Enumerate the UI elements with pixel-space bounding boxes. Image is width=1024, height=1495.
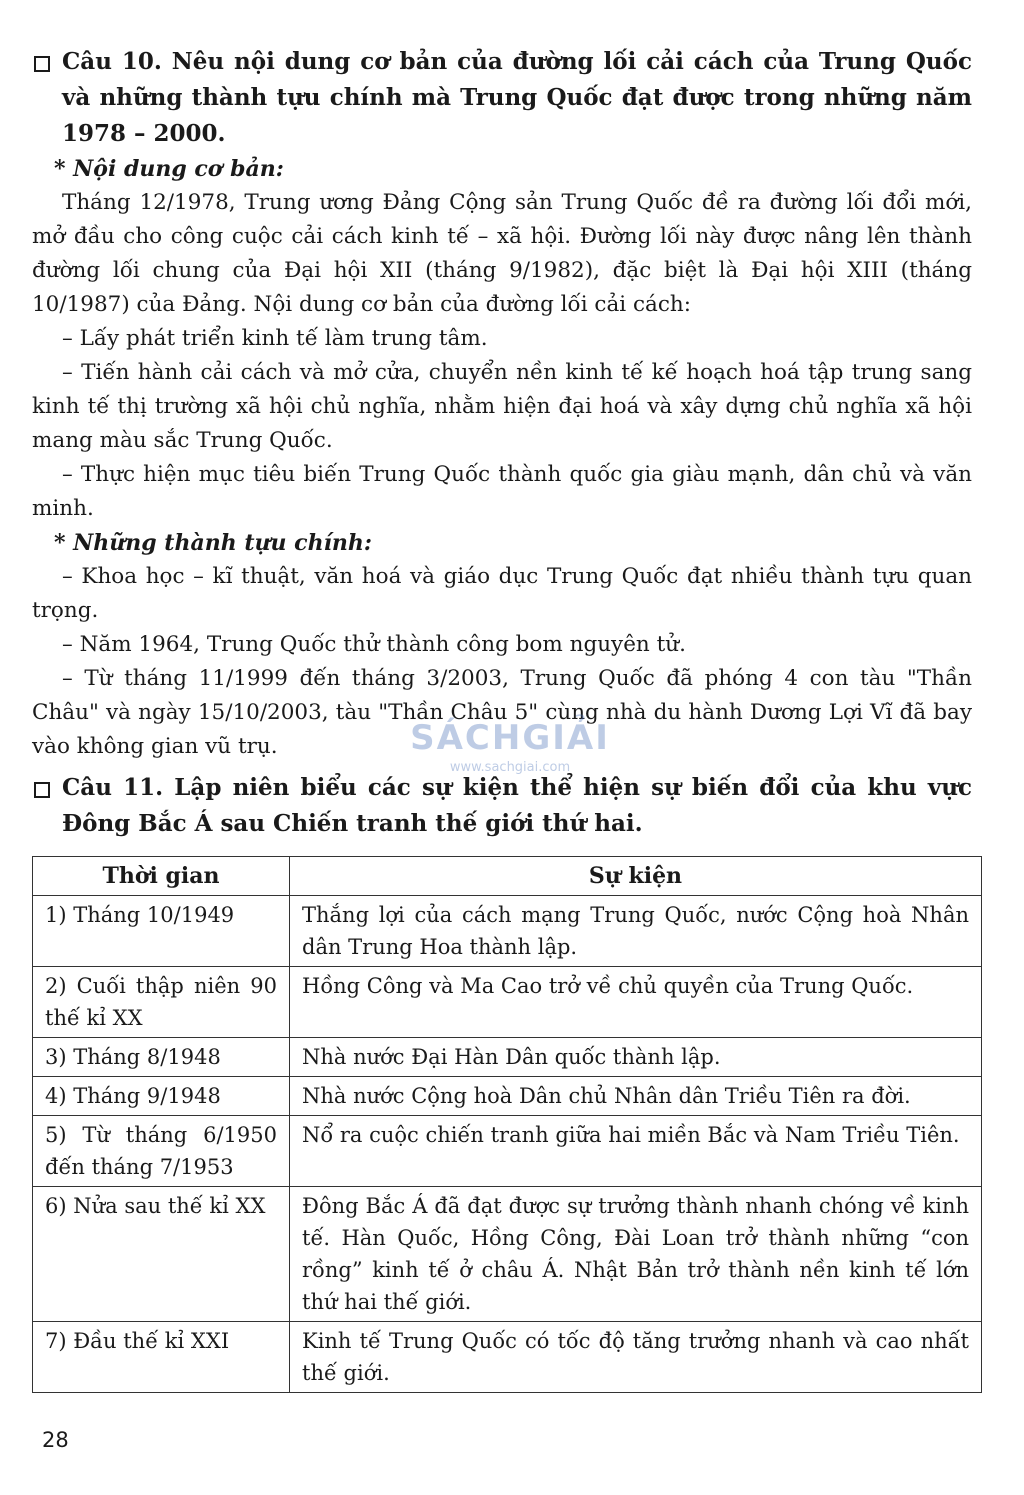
content-heading: * Nội dung cơ bản: — [54, 156, 284, 182]
table-row — [33, 1077, 982, 1116]
row-time: 5) Từ tháng 6/1950 đến tháng 7/1953 — [33, 1116, 290, 1187]
row-time: 1) Tháng 10/1949 — [33, 896, 290, 967]
table-header-row — [33, 857, 982, 896]
watermark-logo-text: SÁCHGIẢI — [410, 718, 610, 758]
achievements-heading: * Những thành tựu chính: — [54, 530, 373, 556]
row-event: Kinh tế Trung Quốc có tốc độ tăng trưởng nhanh và cao nhất thế giới. — [290, 1322, 982, 1393]
events-timeline-table — [32, 856, 982, 1393]
question-11-title: Câu 11. Lập niên biểu các sự kiện thể hiện sự biến đổi của khu vực Đông Bắc Á sau Chiến tranh thế giới thứ hai. — [62, 774, 972, 837]
achievement-point-2: – Năm 1964, Trung Quốc thử thành công bom nguyên tử. — [62, 632, 686, 657]
content-point-2: – Tiến hành cải cách và mở cửa, chuyển nền kinh tế kế hoạch hoá tập trung sang kinh tế thị trường xã hội chủ nghĩa, nhằm hiện đại hoá và xây dựng chủ nghĩa xã hội mang màu sắc Trung Quốc. — [32, 360, 972, 453]
table-row — [33, 896, 982, 967]
achievement-point-3: – Từ tháng 11/1999 đến tháng 3/2003, Trung Quốc đã phóng 4 con tàu "Thần Châu" và ngày 15/10/2003, tàu "Thần Châu 5" cùng nhà du hành Dương Lợi Vĩ đã bay vào không gian vũ trụ. — [32, 666, 972, 759]
row-time: 2) Cuối thập niên 90 thế kỉ XX — [33, 967, 290, 1038]
question-11-heading — [32, 770, 972, 842]
row-event: Hồng Công và Ma Cao trở về chủ quyền của Trung Quốc. — [290, 967, 982, 1038]
header-time: Thời gian — [33, 857, 290, 896]
row-event: Nổ ra cuộc chiến tranh giữa hai miền Bắc và Nam Triều Tiên. — [290, 1116, 982, 1187]
page-number: 28 — [42, 1428, 69, 1452]
table-row — [33, 967, 982, 1038]
content-point-3: – Thực hiện mục tiêu biến Trung Quốc thành quốc gia giàu mạnh, dân chủ và văn minh. — [32, 462, 972, 521]
row-time: 3) Tháng 8/1948 — [33, 1038, 290, 1077]
checkbox-square-icon — [34, 782, 50, 798]
checkbox-square-icon — [34, 56, 50, 72]
table-row — [33, 1116, 982, 1187]
question-10-heading — [32, 44, 972, 152]
table-row — [33, 1187, 982, 1322]
row-time: 7) Đầu thế kỉ XXI — [33, 1322, 290, 1393]
row-event: Nhà nước Cộng hoà Dân chủ Nhân dân Triều Tiên ra đời. — [290, 1077, 982, 1116]
row-event: Nhà nước Đại Hàn Dân quốc thành lập. — [290, 1038, 982, 1077]
content-point-1: – Lấy phát triển kinh tế làm trung tâm. — [62, 326, 488, 351]
row-time: 6) Nửa sau thế kỉ XX — [33, 1187, 290, 1322]
table-row — [33, 1322, 982, 1393]
question-10-title: Câu 10. Nêu nội dung cơ bản của đường lối cải cách của Trung Quốc và những thành tựu chính mà Trung Quốc đạt được trong những năm 1978 – 2000. — [62, 48, 972, 147]
content-intro: Tháng 12/1978, Trung ương Đảng Cộng sản Trung Quốc đề ra đường lối đổi mới, mở đầu cho công cuộc cải cách kinh tế – xã hội. Đường lối này được nâng lên thành đường lối chung của Đại hội XII (tháng 9/1982), đặc biệt là Đại hội XIII (tháng 10/1987) của Đảng. Nội dung cơ bản của đường lối cải cách: — [32, 190, 972, 317]
achievement-point-1: – Khoa học – kĩ thuật, văn hoá và giáo dục Trung Quốc đạt nhiều thành tựu quan trọng. — [32, 564, 972, 623]
row-event: Đông Bắc Á đã đạt được sự trưởng thành nhanh chóng về kinh tế. Hàn Quốc, Hồng Công, Đài Loan trở thành những “con rồng” kinh tế ở châu Á. Nhật Bản trở thành nền kinh tế lớn thứ hai thế giới. — [290, 1187, 982, 1322]
row-time: 4) Tháng 9/1948 — [33, 1077, 290, 1116]
header-event: Sự kiện — [290, 857, 982, 896]
row-event: Thắng lợi của cách mạng Trung Quốc, nước Cộng hoà Nhân dân Trung Hoa thành lập. — [290, 896, 982, 967]
watermark-url: www.sachgiai.com — [449, 760, 571, 775]
table-row — [33, 1038, 982, 1077]
